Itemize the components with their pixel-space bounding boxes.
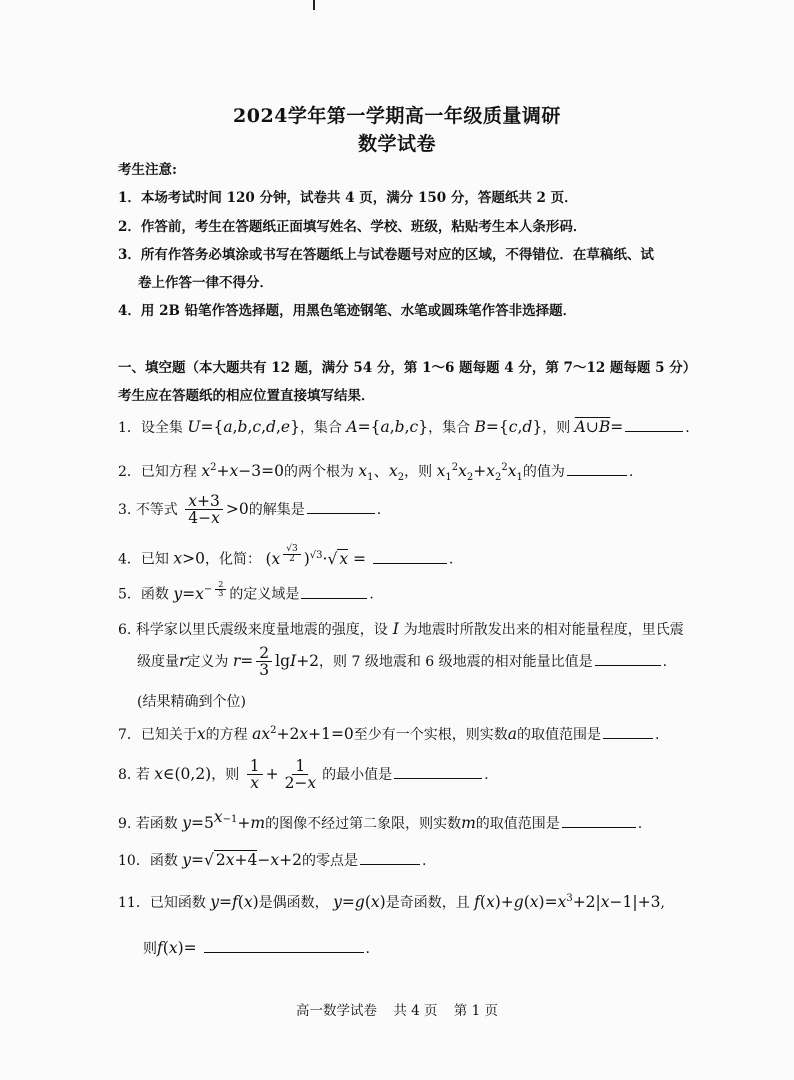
notice-item-4: 4．用 2B 铅笔作答选择题，用黑色笔迹钢笔、水笔或圆珠笔作答非选择题． xyxy=(118,303,577,319)
question-3: 3. 不等式 $\frac{x+3}{4-x}$ >0的解集是 . xyxy=(118,492,382,528)
page-footer xyxy=(0,999,794,1019)
question-11-line-2: 则f(x)= . xyxy=(143,939,370,957)
answer-blank xyxy=(567,463,627,476)
q2-number: 2． xyxy=(118,464,141,480)
q6-number: 6. xyxy=(118,622,132,638)
section-instruction: 考生应在答题纸的相应位置直接填写结果． xyxy=(118,388,375,404)
question-10: 10．函数 y=√ 2x+4−x+2的零点是 . xyxy=(118,851,427,869)
question-4: 4．已知 x>0，化简： (x $^{\frac{√3}{2}}$ )$^{√3}$·√ x = . xyxy=(118,544,454,568)
notice-item-3: 3．所有作答务必填涂或书写在答题纸上与试卷题号对应的区域，不得错位．在草稿纸、试 xyxy=(118,247,654,263)
q7-number: 7． xyxy=(118,727,141,743)
question-9: 9. 若函数 $y=5^{x-1}+m$的图像不经过第二象限，则实数m的取值范围是 . xyxy=(118,808,643,833)
question-6: 6. 科学家以里氏震级来度量地震的强度，设 I 为地震时所散发出来的相对能量程度，里氏震 xyxy=(118,620,684,638)
answer-blank xyxy=(562,815,636,828)
notice-item-2: 2．作答前，考生在答题纸正面填写姓名、学校、班级，粘贴考生本人条形码． xyxy=(118,219,587,235)
question-6-line-2: 级度量r定义为 r= $\frac{2}{3}$ lgI+2，则 7 级地震和 6 级地震的相对能量比值是 . xyxy=(137,644,668,680)
question-6-note: (结果精确到个位) xyxy=(137,694,246,710)
notice-heading: 考生注意: xyxy=(118,162,177,178)
question-7: 7．已知关于x的方程 $ax^2+2x+1=0$至少有一个实根，则实数a的取值范围是 . xyxy=(118,724,660,743)
footer-course: 高一数学试卷 xyxy=(296,1003,378,1019)
q1-number: 1． xyxy=(118,420,141,436)
scan-mark xyxy=(313,0,315,10)
answer-blank xyxy=(373,551,447,564)
notice-item-1: 1．本场考试时间 120 分钟，试卷共 4 页，满分 150 分，答题纸共 2 页． xyxy=(118,190,578,206)
notice-item-3-cont: 卷上作答一律不得分． xyxy=(138,275,273,291)
q9-number: 9. xyxy=(118,816,132,833)
exam-title: 2024学年第一学期高一年级质量调研 xyxy=(233,105,561,127)
answer-blank xyxy=(301,586,367,599)
answer-blank xyxy=(204,940,364,953)
q5-number: 5． xyxy=(118,586,141,603)
question-11: 11．已知函数 y=f(x)是偶函数， y=g(x)是奇函数，且 $f(x)+g(x)=x^3+2|x-1|+3$, xyxy=(118,892,665,911)
answer-blank xyxy=(595,653,661,666)
question-5: 5．函数 $y=x^{- \frac{2}{3}}$ 的定义域是 . xyxy=(118,580,374,603)
answer-blank xyxy=(625,419,683,432)
section-heading: 一、填空题（本大题共有 12 题，满分 54 分，第 1～6 题每题 4 分，第 7～12 题每题 5 分） xyxy=(118,360,697,376)
q8-number: 8. xyxy=(118,766,132,783)
question-8: 8. 若 x∈(0,2)，则 $\frac{1}{x}$ + $\frac{1}{2-x}$ 的最小值是 . xyxy=(118,757,489,793)
q11-number: 11． xyxy=(118,895,150,911)
q4-number: 4． xyxy=(118,551,141,568)
answer-blank xyxy=(307,501,375,514)
question-1: 1．设全集 U={a,b,c,d,e}，集合 A={a,b,c}，集合 B={c,d}，则 A∪B= . xyxy=(118,418,690,436)
q3-number: 3. xyxy=(118,501,132,518)
answer-blank xyxy=(360,852,420,865)
answer-blank xyxy=(394,766,482,779)
exam-subtitle: 数学试卷 xyxy=(357,133,436,155)
question-2: 2．已知方程 $x^2+x-3=0$的两个根为 $x_1$、$x_2$，则 $x_1^2x_2+x_2^2x_1$的值为 . xyxy=(118,461,634,484)
q10-number: 10． xyxy=(118,853,150,869)
footer-total-pages: 共 4 页 xyxy=(393,1003,438,1019)
footer-page-number: 第 1 页 xyxy=(453,1003,498,1019)
answer-blank xyxy=(603,726,653,739)
